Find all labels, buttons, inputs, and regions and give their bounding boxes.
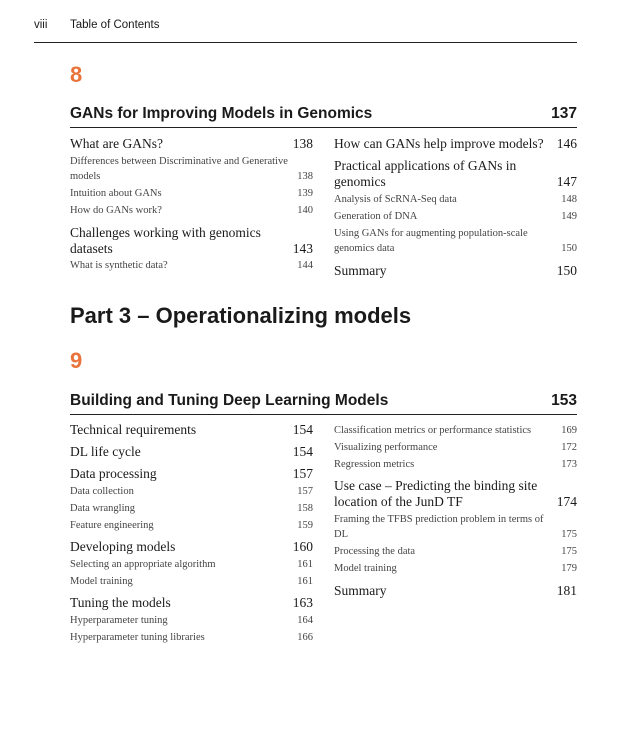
chapter-9-number: 9 bbox=[70, 348, 83, 373]
toc-entry-page: 175 bbox=[561, 529, 577, 540]
toc-subsection-entry[interactable] bbox=[334, 423, 577, 439]
toc-subsection-entry[interactable] bbox=[70, 630, 313, 646]
toc-entry-label: Technical requirements bbox=[70, 422, 197, 437]
toc-section-entry[interactable] bbox=[70, 444, 313, 460]
toc-entry-label: Differences between Discriminative and Generative models bbox=[70, 155, 288, 182]
chapter-9-left-column bbox=[70, 422, 313, 645]
toc-entry-label: What is synthetic data? bbox=[70, 260, 168, 271]
toc-subsection-entry[interactable] bbox=[334, 209, 577, 225]
toc-entry-label: How can GANs help improve models? bbox=[334, 136, 544, 151]
chapter-8-number: 8 bbox=[70, 62, 83, 87]
toc-entry-label: Analysis of ScRNA-Seq data bbox=[334, 193, 457, 205]
toc-entry-label: Summary bbox=[334, 582, 387, 598]
part-3-title[interactable]: Part 3 – Operationalizing models bbox=[70, 303, 412, 328]
chapter-8-right-column bbox=[334, 136, 577, 279]
toc-subsection-entry[interactable] bbox=[70, 613, 313, 629]
toc-entry-label: Summary bbox=[334, 262, 387, 278]
toc-subsection-entry[interactable] bbox=[70, 518, 313, 534]
toc-entry-page: 160 bbox=[292, 539, 313, 554]
toc-entry-label: Use case – Predicting the binding site location of the JunD TF bbox=[334, 478, 538, 509]
toc-entry-label: Practical applications of GANs in genomics bbox=[334, 158, 517, 189]
toc-entry-label: Classification metrics or performance statistics bbox=[334, 424, 532, 436]
toc-subsection-entry[interactable] bbox=[334, 192, 577, 208]
toc-subsection-entry[interactable] bbox=[70, 258, 313, 274]
toc-entry-label: Processing the data bbox=[334, 546, 416, 557]
toc-entry-label: What are GANs? bbox=[70, 136, 163, 151]
chapter-8-page: 137 bbox=[551, 105, 577, 122]
toc-entry-page: 161 bbox=[297, 575, 313, 587]
toc-entry-label: Model training bbox=[334, 563, 397, 574]
toc-entry-label: Developing models bbox=[70, 539, 176, 554]
toc-entry-label: Challenges working with genomics datasets bbox=[70, 224, 261, 256]
toc-entry-page: 140 bbox=[297, 205, 313, 216]
toc-entry-page: 138 bbox=[292, 136, 313, 151]
chapter-8-title[interactable]: GANs for Improving Models in Genomics bbox=[70, 105, 373, 122]
toc-entry-page: 149 bbox=[561, 210, 577, 222]
toc-entry-label: Generation of DNA bbox=[334, 210, 418, 222]
toc-section-entry[interactable] bbox=[70, 136, 313, 152]
toc-subsection-entry[interactable] bbox=[334, 544, 577, 560]
toc-entry-label: Framing the TFBS prediction problem in terms of DL bbox=[334, 513, 544, 540]
running-header-title: Table of Contents bbox=[70, 19, 160, 31]
toc-entry-label: Selecting an appropriate algorithm bbox=[70, 558, 216, 570]
toc-entry-label: Tuning the models bbox=[70, 595, 171, 610]
toc-subsection-entry[interactable] bbox=[70, 574, 313, 590]
toc-entry-page: 179 bbox=[561, 563, 577, 574]
toc-subsection-entry[interactable] bbox=[70, 203, 313, 219]
toc-entry-page: 161 bbox=[297, 558, 313, 570]
toc-section-entry[interactable] bbox=[334, 583, 577, 599]
toc-entry-label: Data wrangling bbox=[70, 502, 136, 514]
chapter-8-left-column bbox=[70, 136, 313, 274]
toc-entry-page: 157 bbox=[297, 485, 313, 497]
toc-entry-page: 157 bbox=[292, 466, 313, 481]
toc-subsection-entry[interactable] bbox=[334, 512, 577, 543]
toc-entry-label: Feature engineering bbox=[70, 519, 154, 531]
toc-entry-page: 159 bbox=[297, 519, 313, 531]
toc-section-entry[interactable] bbox=[334, 158, 577, 190]
running-header bbox=[34, 18, 577, 43]
toc-entry-page: 175 bbox=[561, 546, 577, 557]
toc-section-entry[interactable] bbox=[70, 595, 313, 611]
chapter-9-page: 153 bbox=[551, 392, 577, 409]
toc-entry-label: Hyperparameter tuning libraries bbox=[70, 631, 205, 643]
toc-entry-page: 138 bbox=[297, 171, 313, 182]
toc-entry-page: 154 bbox=[292, 422, 313, 437]
chapter-9-right-column bbox=[334, 421, 577, 599]
toc-subsection-entry[interactable] bbox=[334, 561, 577, 577]
toc-entry-page: 163 bbox=[292, 595, 313, 610]
toc-section-entry[interactable] bbox=[334, 263, 577, 279]
chapter-9-title[interactable]: Building and Tuning Deep Learning Models bbox=[70, 392, 389, 409]
toc-entry-label: Hyperparameter tuning bbox=[70, 614, 168, 626]
toc-entry-label: Intuition about GANs bbox=[70, 188, 162, 199]
toc-section-entry[interactable] bbox=[70, 422, 313, 438]
toc-subsection-entry[interactable] bbox=[70, 557, 313, 573]
chapter-9-title-row bbox=[70, 392, 577, 415]
toc-entry-page: 150 bbox=[556, 262, 577, 278]
toc-subsection-entry[interactable] bbox=[334, 226, 577, 257]
toc-entry-label: Data collection bbox=[70, 485, 134, 497]
toc-subsection-entry[interactable] bbox=[334, 457, 577, 473]
toc-entry-label: How do GANs work? bbox=[70, 205, 162, 216]
toc-entry-page: 146 bbox=[556, 136, 577, 151]
toc-entry-page: 169 bbox=[561, 424, 577, 436]
page-number: viii bbox=[34, 19, 48, 31]
toc-subsection-entry[interactable] bbox=[70, 484, 313, 500]
toc-entry-page: 158 bbox=[297, 502, 313, 514]
toc-entry-page: 147 bbox=[556, 174, 577, 189]
toc-section-entry[interactable] bbox=[334, 478, 577, 510]
toc-section-entry[interactable] bbox=[334, 136, 577, 152]
toc-subsection-entry[interactable] bbox=[334, 440, 577, 456]
toc-entry-label: DL life cycle bbox=[70, 444, 141, 459]
toc-subsection-entry[interactable] bbox=[70, 154, 313, 185]
toc-entry-page: 181 bbox=[556, 582, 577, 598]
toc-section-entry[interactable] bbox=[70, 539, 313, 555]
toc-subsection-entry[interactable] bbox=[70, 186, 313, 202]
toc-entry-page: 150 bbox=[561, 243, 577, 254]
toc-entry-label: Model training bbox=[70, 575, 133, 587]
toc-entry-page: 139 bbox=[297, 188, 313, 199]
toc-entry-page: 172 bbox=[561, 441, 577, 453]
toc-section-entry[interactable] bbox=[70, 466, 313, 482]
toc-entry-page: 164 bbox=[297, 614, 313, 626]
toc-entry-label: Visualizing performance bbox=[334, 441, 438, 453]
toc-entry-page: 174 bbox=[556, 494, 577, 509]
toc-entry-page: 173 bbox=[561, 458, 577, 470]
toc-entry-page: 144 bbox=[297, 260, 313, 271]
chapter-8-title-row bbox=[70, 105, 577, 128]
toc-entry-page: 154 bbox=[292, 444, 313, 459]
toc-entry-label: Using GANs for augmenting population-scale genomics data bbox=[334, 227, 528, 254]
toc-entry-label: Data processing bbox=[70, 466, 157, 481]
toc-subsection-entry[interactable] bbox=[70, 501, 313, 517]
toc-entry-page: 148 bbox=[561, 193, 577, 205]
toc-entry-page: 166 bbox=[297, 631, 313, 643]
toc-entry-page: 143 bbox=[292, 240, 313, 256]
toc-section-entry[interactable] bbox=[70, 225, 313, 257]
toc-entry-label: Regression metrics bbox=[334, 458, 415, 470]
